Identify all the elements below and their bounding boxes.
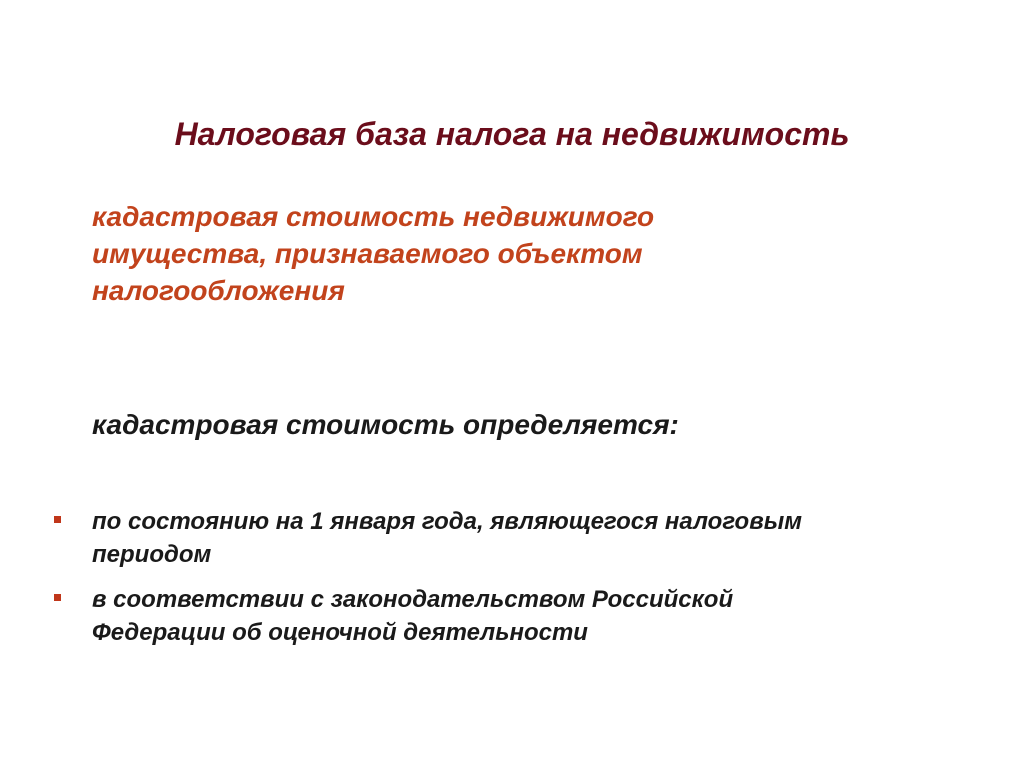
bullet-square-icon xyxy=(54,516,61,523)
bullet-list xyxy=(0,505,1024,661)
bullet-line: по состоянию на 1 января года, являющегося налоговым xyxy=(92,508,802,535)
bullet-line: периодом xyxy=(92,541,212,568)
definition-line: имущества, признаваемого объектом xyxy=(92,238,643,269)
slide-title: Налоговая база налога на недвижимость xyxy=(174,116,850,152)
subheading: кадастровая стоимость определяется: xyxy=(92,409,679,440)
bullet-line: Федерации об оценочной деятельности xyxy=(92,619,588,646)
bullet-square-icon xyxy=(54,594,61,601)
definition-line: налогообложения xyxy=(92,275,345,306)
definition-line: кадастровая стоимость недвижимого xyxy=(92,201,655,232)
bullet-item xyxy=(0,583,1024,649)
definition-text xyxy=(92,198,992,309)
bullet-line: в соответствии с законодательством Российской xyxy=(92,586,734,613)
bullet-item xyxy=(0,505,1024,571)
